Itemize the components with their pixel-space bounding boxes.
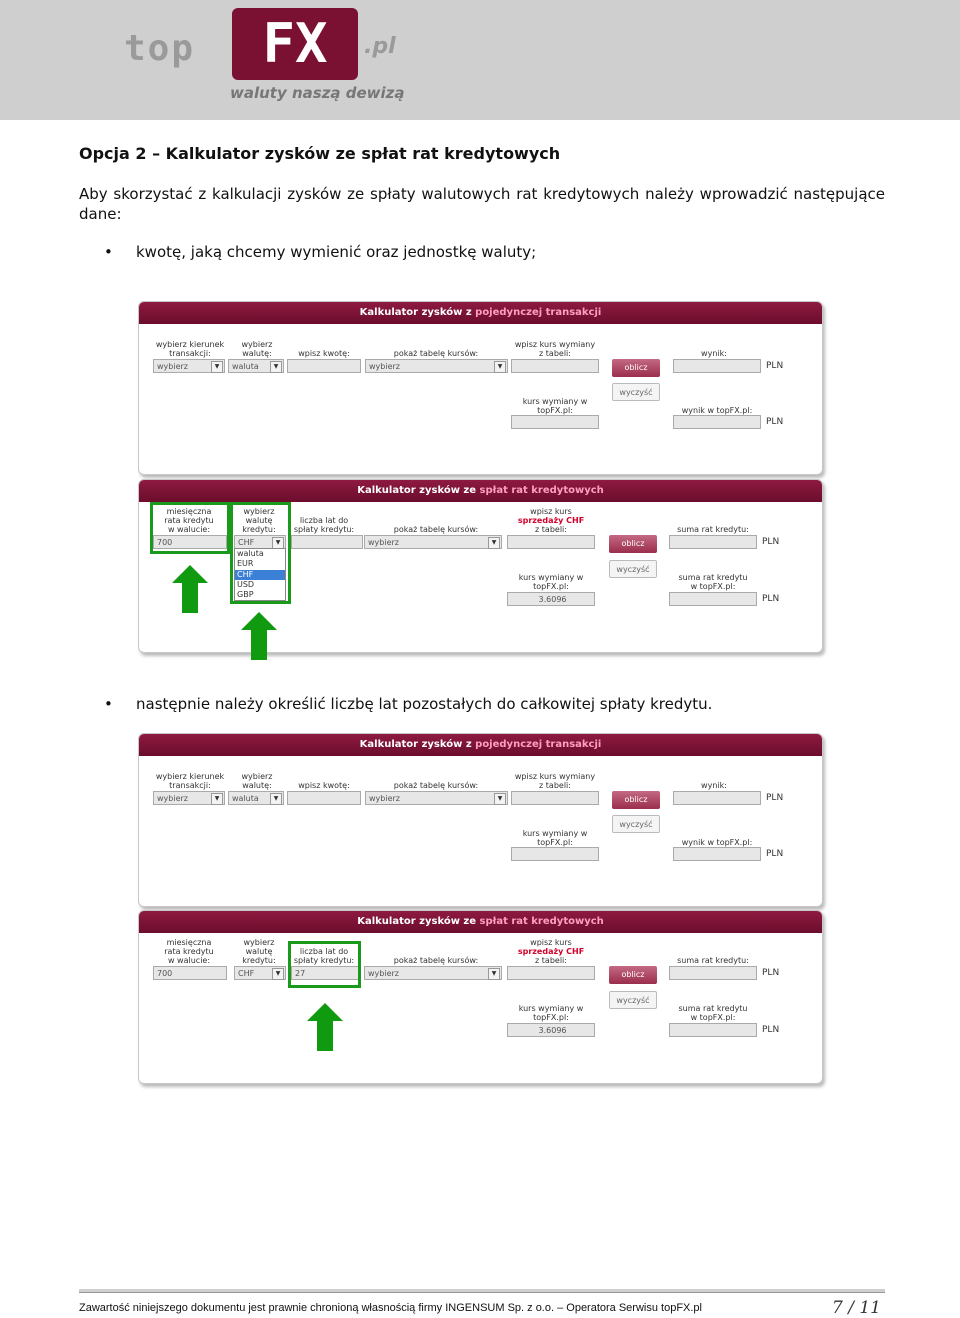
installments-sum-label: suma rat kredytu: — [677, 956, 749, 965]
chevron-down-icon: ▼ — [270, 793, 282, 805]
calculate-button[interactable]: oblicz — [609, 966, 657, 984]
topfx-rate-label: kurs wymiany w topFX.pl: — [518, 1004, 584, 1022]
topfx-rate-label: kurs wymiany w topFX.pl: — [522, 397, 588, 415]
section-title: Opcja 2 – Kalkulator zysków ze spłat rat kredytowych — [79, 144, 561, 163]
topfx-result-label: wynik w topFX.pl: — [681, 838, 753, 847]
clear-button[interactable]: wyczyść — [612, 383, 660, 401]
chevron-down-icon: ▼ — [488, 537, 500, 549]
currency-select[interactable]: waluta ▼ — [228, 791, 284, 805]
dropdown-option[interactable]: waluta — [237, 549, 264, 558]
direction-label: wybierz kierunek transakcji: — [155, 340, 225, 358]
single-transaction-calculator-2 — [138, 733, 823, 907]
amount-label: wpisz kwotę: — [298, 781, 350, 790]
sell-rate-input[interactable] — [507, 535, 595, 549]
direction-select[interactable]: wybierz ▼ — [153, 359, 225, 373]
topfx-result-field — [673, 415, 761, 429]
highlight-currency — [230, 502, 291, 604]
rate-table-label: pokaż tabelę kursów: — [393, 349, 479, 358]
topfx-rate-field: 3.6096 — [507, 592, 595, 606]
currency-label: wybierz walutę: — [241, 772, 273, 790]
logo-fx-box: FX — [232, 8, 358, 80]
footer-divider — [79, 1289, 885, 1293]
sell-rate-input[interactable] — [507, 966, 595, 980]
green-arrow-up-icon — [307, 1003, 343, 1051]
loan-currency-label: wybierz walutę kredytu: — [242, 507, 276, 534]
result-field — [673, 791, 761, 805]
header-band — [0, 0, 960, 120]
sell-rate-label: wpisz kurs sprzedaży CHF z tabeli: — [517, 507, 585, 534]
topfx-result-field — [673, 847, 761, 861]
direction-label: wybierz kierunek transakcji: — [155, 772, 225, 790]
topfx-result-label: wynik w topFX.pl: — [681, 406, 753, 415]
topfx-rate-field — [511, 847, 599, 861]
topfx-rate-field: 3.6096 — [507, 1023, 595, 1037]
rate-table-select[interactable]: wybierz ▼ — [365, 359, 508, 373]
currency-unit: PLN — [766, 849, 784, 859]
rate-table-select[interactable]: wybierz ▼ — [364, 966, 502, 980]
panel-title: Kalkulator zysków z pojedynczej transakcji — [139, 302, 822, 324]
logo-slogan: waluty naszą dewizą — [230, 84, 405, 102]
loan-currency-select[interactable]: CHF ▼ — [234, 535, 286, 549]
direction-select[interactable]: wybierz ▼ — [153, 791, 225, 805]
currency-unit: PLN — [762, 594, 780, 604]
installments-sum-field — [669, 535, 757, 549]
calculate-button[interactable]: oblicz — [612, 359, 660, 377]
monthly-installment-label: miesięczna rata kredytu w walucie: — [164, 507, 214, 534]
panel-title: Kalkulator zysków z pojedynczej transakcji — [139, 734, 822, 756]
logo-pl-text: .pl — [364, 34, 396, 59]
panel-title: Kalkulator zysków ze spłat rat kredytowych — [139, 911, 822, 933]
intro-paragraph: Aby skorzystać z kalkulacji zysków ze spłaty walutowych rat kredytowych należy wprowadzić następujące dane: — [79, 185, 885, 223]
loan-currency-select[interactable]: CHF ▼ — [234, 966, 286, 980]
years-label: liczba lat do spłaty kredytu: — [293, 516, 355, 534]
loan-currency-label: wybierz walutę kredytu: — [242, 938, 276, 965]
dropdown-option[interactable]: USD — [237, 579, 255, 589]
loan-calculator-2 — [138, 910, 823, 1084]
rate-table-select[interactable]: wybierz ▼ — [364, 535, 502, 549]
topfx-rate-label: kurs wymiany w topFX.pl: — [522, 829, 588, 847]
currency-unit: PLN — [762, 968, 780, 978]
bullet-dot: • — [104, 243, 113, 261]
installments-sum-label: suma rat kredytu: — [677, 525, 749, 534]
rate-table-label: pokaż tabelę kursów: — [393, 781, 479, 790]
sell-rate-label: wpisz kurs sprzedaży CHF z tabeli: — [517, 938, 585, 965]
amount-input[interactable] — [287, 359, 361, 373]
panel-title: Kalkulator zysków ze spłat rat kredytowych — [139, 480, 822, 502]
highlight-monthly-installment — [150, 502, 230, 554]
calculate-button[interactable]: oblicz — [612, 791, 660, 809]
topfx-sum-field — [669, 1023, 757, 1037]
clear-button[interactable]: wyczyść — [612, 815, 660, 833]
calculate-button[interactable]: oblicz — [609, 535, 657, 553]
single-transaction-calculator-1 — [138, 301, 823, 475]
chevron-down-icon: ▼ — [211, 793, 223, 805]
footer-copyright: Zawartość niniejszego dokumentu jest prawnie chronioną własnością firmy INGENSUM Sp. z o.o. – Operatora Serwisu topFX.pl — [79, 1302, 702, 1314]
topfx-rate-field — [511, 415, 599, 429]
topfx-rate-label: kurs wymiany w topFX.pl: — [518, 573, 584, 591]
dropdown-option[interactable]: GBP — [237, 590, 254, 600]
years-input[interactable] — [291, 535, 363, 549]
years-input[interactable]: 27 — [291, 966, 361, 980]
chevron-down-icon: ▼ — [270, 361, 282, 373]
chevron-down-icon: ▼ — [272, 968, 284, 980]
monthly-installment-input[interactable]: 700 — [153, 966, 227, 980]
rate-input-label: wpisz kurs wymiany z tabeli: — [514, 772, 596, 790]
green-arrow-up-icon — [241, 612, 277, 660]
rate-table-select[interactable]: wybierz ▼ — [365, 791, 508, 805]
currency-unit: PLN — [766, 361, 784, 371]
clear-button[interactable]: wyczyść — [609, 560, 657, 578]
currency-select[interactable]: waluta ▼ — [228, 359, 284, 373]
result-label: wynik: — [701, 781, 727, 790]
currency-unit: PLN — [762, 1025, 780, 1035]
rate-input[interactable] — [511, 359, 599, 373]
bullet-text: kwotę, jaką chcemy wymienić oraz jednostkę waluty; — [136, 243, 537, 261]
chevron-down-icon: ▼ — [211, 361, 223, 373]
monthly-installment-input[interactable]: 700 — [153, 535, 227, 549]
currency-unit: PLN — [766, 793, 784, 803]
bullet-dot: • — [104, 695, 113, 713]
result-field — [673, 359, 761, 373]
chevron-down-icon: ▼ — [494, 793, 506, 805]
installments-sum-field — [669, 966, 757, 980]
currency-label: wybierz walutę: — [241, 340, 273, 358]
rate-input[interactable] — [511, 791, 599, 805]
years-label: liczba lat do spłaty kredytu: — [293, 947, 355, 965]
bullet-text: następnie należy określić liczbę lat pozostałych do całkowitej spłaty kredytu. — [136, 695, 713, 713]
result-label: wynik: — [701, 349, 727, 358]
monthly-installment-label: miesięczna rata kredytu w walucie: — [164, 938, 214, 965]
amount-input[interactable] — [287, 791, 361, 805]
chevron-down-icon: ▼ — [272, 537, 284, 549]
logo-top-text: top — [124, 28, 196, 69]
page-number: 7 / 11 — [832, 1298, 881, 1318]
green-arrow-up-icon — [172, 565, 208, 613]
currency-unit: PLN — [762, 537, 780, 547]
rate-table-label: pokaż tabelę kursów: — [393, 525, 479, 534]
chevron-down-icon: ▼ — [488, 968, 500, 980]
amount-label: wpisz kwotę: — [298, 349, 350, 358]
clear-button[interactable]: wyczyść — [609, 991, 657, 1009]
highlight-years — [288, 941, 361, 988]
dropdown-option-selected[interactable]: CHF — [235, 570, 285, 580]
topfx-sum-label: suma rat kredytu w topFX.pl: — [678, 1004, 748, 1022]
dropdown-option[interactable]: EUR — [237, 559, 254, 569]
currency-unit: PLN — [766, 417, 784, 427]
rate-table-label: pokaż tabelę kursów: — [393, 956, 479, 965]
rate-input-label: wpisz kurs wymiany z tabeli: — [514, 340, 596, 358]
topfx-sum-label: suma rat kredytu w topFX.pl: — [678, 573, 748, 591]
topfx-logo — [120, 6, 420, 110]
topfx-sum-field — [669, 592, 757, 606]
chevron-down-icon: ▼ — [494, 361, 506, 373]
